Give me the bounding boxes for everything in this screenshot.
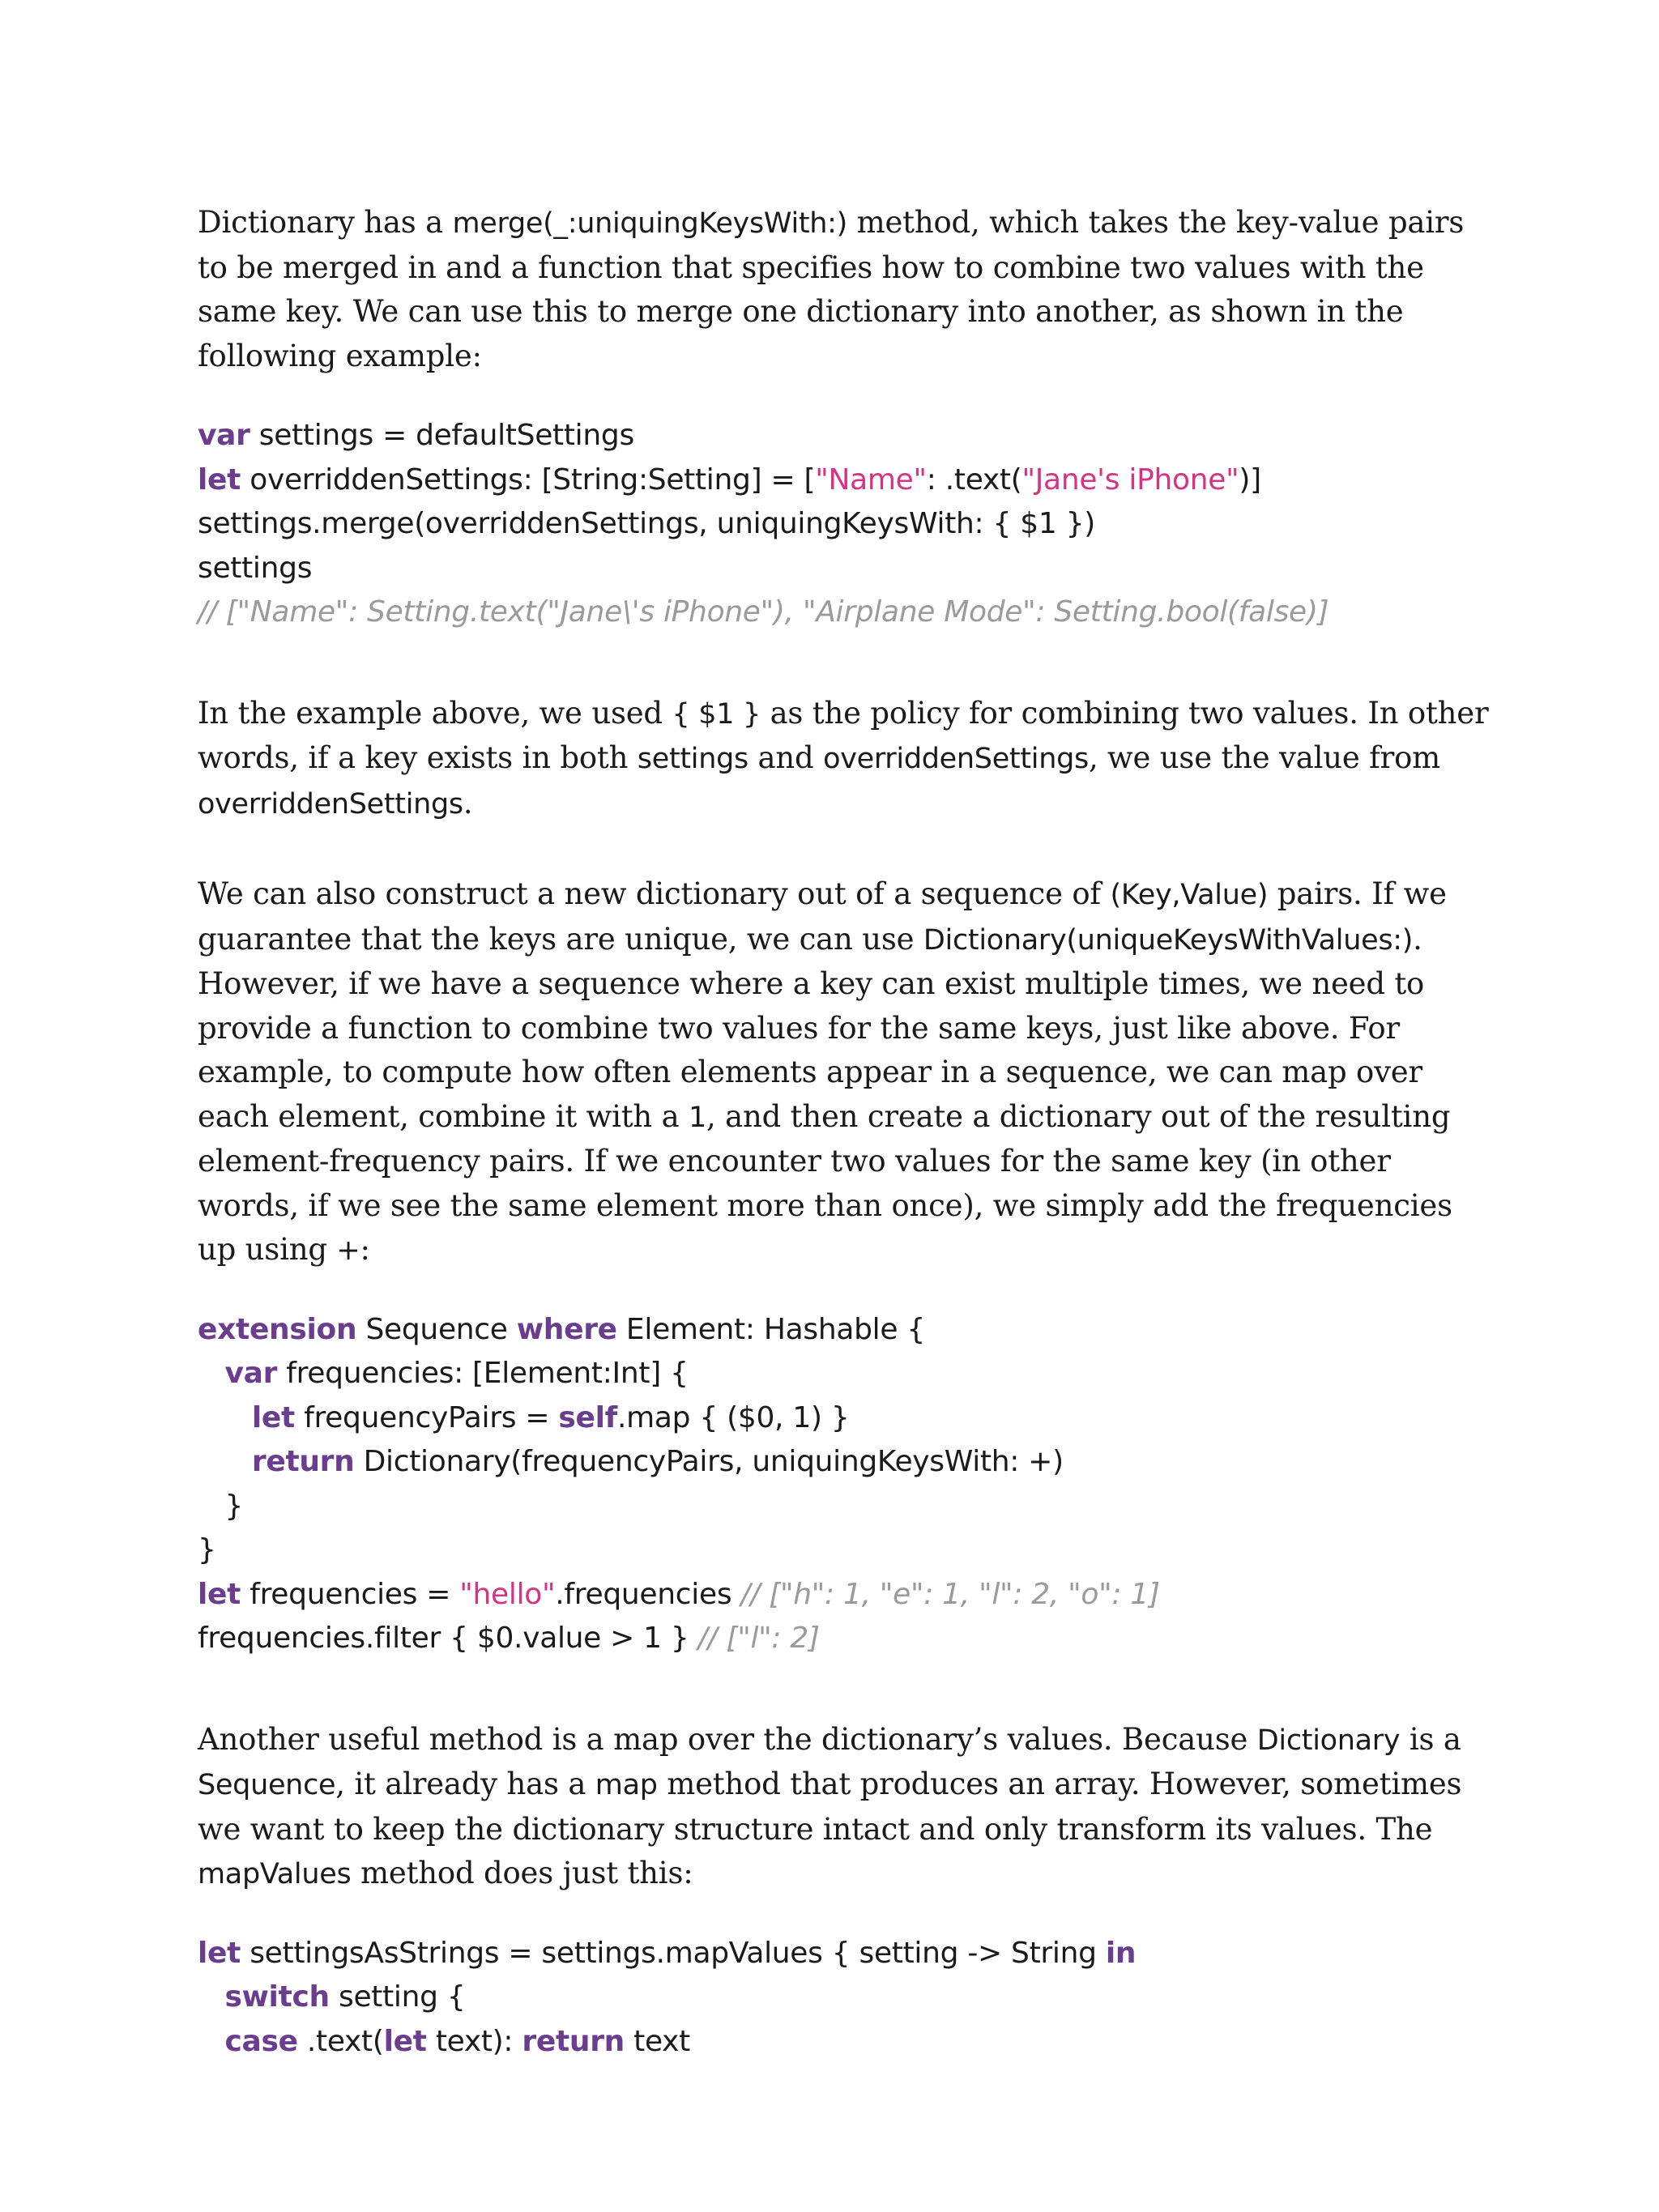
code-text: } — [198, 1489, 244, 1523]
code-text: } — [198, 1533, 216, 1566]
code-comment: // ["h": 1, "e": 1, "l": 2, "o": 1] — [740, 1577, 1160, 1611]
inline-code: (Key,Value) — [1110, 879, 1269, 911]
inline-code: Dictionary(uniqueKeysWithValues:) — [923, 923, 1414, 957]
text: We can also construct a new dictionary out of a sequence of — [198, 876, 1111, 911]
code-indent — [198, 1445, 252, 1478]
keyword: var — [224, 1357, 278, 1390]
code-block-frequencies — [198, 1308, 1494, 1661]
string-literal: "Name" — [815, 462, 927, 497]
inline-code: { $1 } — [672, 697, 761, 731]
keyword: let — [198, 462, 241, 497]
text: , we use the value from — [1088, 740, 1441, 775]
code-indent — [198, 1980, 224, 2014]
code-text: Dictionary(frequencyPairs, uniquingKeysWith: +) — [354, 1445, 1064, 1478]
inline-code: overriddenSettings — [823, 743, 1089, 775]
keyword: extension — [198, 1312, 357, 1346]
text: , and then create a dictionary out of the resulting element-frequency pairs. If we encounter two values for the same key (in other words, if we see the same element more than once), we simply add the frequencies up using — [198, 1098, 1452, 1267]
code-text: frequencies.filter { $0.value > 1 } — [198, 1622, 698, 1655]
text: method, which takes the key-value pairs to be merged in and a function that specifies how to combine two values with the same key. We can use this to merge one dictionary into another, as shown in the following example: — [198, 205, 1465, 373]
code-text: text): — [426, 2024, 522, 2058]
paragraph-merge-policy — [198, 692, 1494, 827]
text: In the example above, we used — [198, 695, 672, 731]
string-literal: "hello" — [459, 1577, 556, 1611]
inline-code: overriddenSettings — [198, 787, 463, 820]
text: method does just this: — [351, 1856, 693, 1890]
paragraph-map-values — [198, 1718, 1494, 1897]
code-block-merge — [198, 414, 1494, 635]
inline-code: Sequence — [198, 1769, 336, 1801]
inline-code: mapValues — [198, 1858, 352, 1890]
code-text: settings.merge(overriddenSettings, uniquingKeysWith: { $1 }) — [198, 507, 1095, 540]
document-page — [198, 201, 1494, 2064]
text: : — [360, 1232, 370, 1267]
code-text: Sequence — [356, 1312, 517, 1346]
text: . — [463, 785, 473, 820]
code-comment: // ["Name": Setting.text("Jane\'s iPhone"), "Airplane Mode": Setting.bool(false)] — [198, 595, 1329, 629]
text: as the policy for combining two values. In other words, if a key exists in both — [198, 695, 1489, 775]
text: , it already has a — [335, 1767, 595, 1801]
text: Another useful method is a map over the dictionary’s values. Because — [198, 1721, 1257, 1757]
paragraph-construct-dictionary — [198, 872, 1494, 1273]
text: is a — [1400, 1721, 1461, 1757]
code-text: Element: Hashable { — [616, 1312, 925, 1346]
code-indent — [198, 2025, 224, 2058]
keyword: var — [198, 419, 250, 452]
keyword: let — [198, 1936, 241, 1970]
code-text: .text( — [297, 2024, 384, 2058]
code-text: : .text( — [926, 462, 1022, 497]
code-text: text — [625, 2024, 690, 2058]
text: pairs. If we guarantee that the keys are unique, we can use — [198, 876, 1447, 957]
keyword: return — [251, 1445, 355, 1478]
inline-code: 1 — [689, 1101, 707, 1134]
keyword: let — [198, 1577, 241, 1611]
code-text: frequencies = — [241, 1577, 460, 1611]
code-text: settingsAsStrings = settings.mapValues { setting -> String — [241, 1936, 1106, 1970]
code-text: frequencyPairs = — [294, 1400, 559, 1434]
keyword: in — [1105, 1936, 1137, 1970]
code-indent — [198, 1401, 252, 1434]
inline-code: + — [336, 1234, 360, 1267]
code-block-map-values — [198, 1932, 1494, 2065]
code-text: frequencies: [Element:Int] { — [277, 1357, 689, 1390]
keyword: let — [251, 1400, 295, 1434]
code-text: .map { ($0, 1) } — [616, 1400, 850, 1434]
keyword: where — [516, 1312, 617, 1346]
text: and — [748, 740, 824, 775]
keyword: return — [522, 2024, 625, 2058]
code-text: overriddenSettings: [String:Setting] = [ — [241, 462, 816, 497]
keyword: case — [224, 2024, 298, 2058]
paragraph-merge-intro — [198, 201, 1494, 378]
keyword: self — [558, 1400, 617, 1434]
code-indent — [198, 1357, 224, 1390]
code-text: setting { — [329, 1980, 466, 2014]
code-text: .frequencies — [555, 1577, 741, 1611]
keyword: let — [383, 2024, 427, 2058]
code-text: settings = defaultSettings — [249, 419, 634, 452]
inline-code: map — [595, 1769, 658, 1801]
inline-code: merge(_:uniquingKeysWith:) — [452, 207, 848, 240]
keyword: switch — [224, 1980, 330, 2014]
text: method that produces an array. However, sometimes we want to keep the dictionary structure intact and only transform its values. The — [198, 1767, 1462, 1847]
text: Dictionary has a — [198, 205, 453, 240]
inline-code: settings — [637, 743, 748, 775]
inline-code: Dictionary — [1256, 1724, 1401, 1757]
code-text: )] — [1239, 462, 1261, 497]
code-comment: // ["l": 2] — [697, 1622, 820, 1655]
code-text: settings — [198, 551, 313, 585]
string-literal: "Jane's iPhone" — [1021, 462, 1239, 497]
text: . However, if we have a sequence where a key can exist multiple times, we need to provide a function to combine two values for the same keys, just like above. For example, to compute how often elements appear in a sequence, we can map over each element, combine it with a — [198, 921, 1425, 1134]
